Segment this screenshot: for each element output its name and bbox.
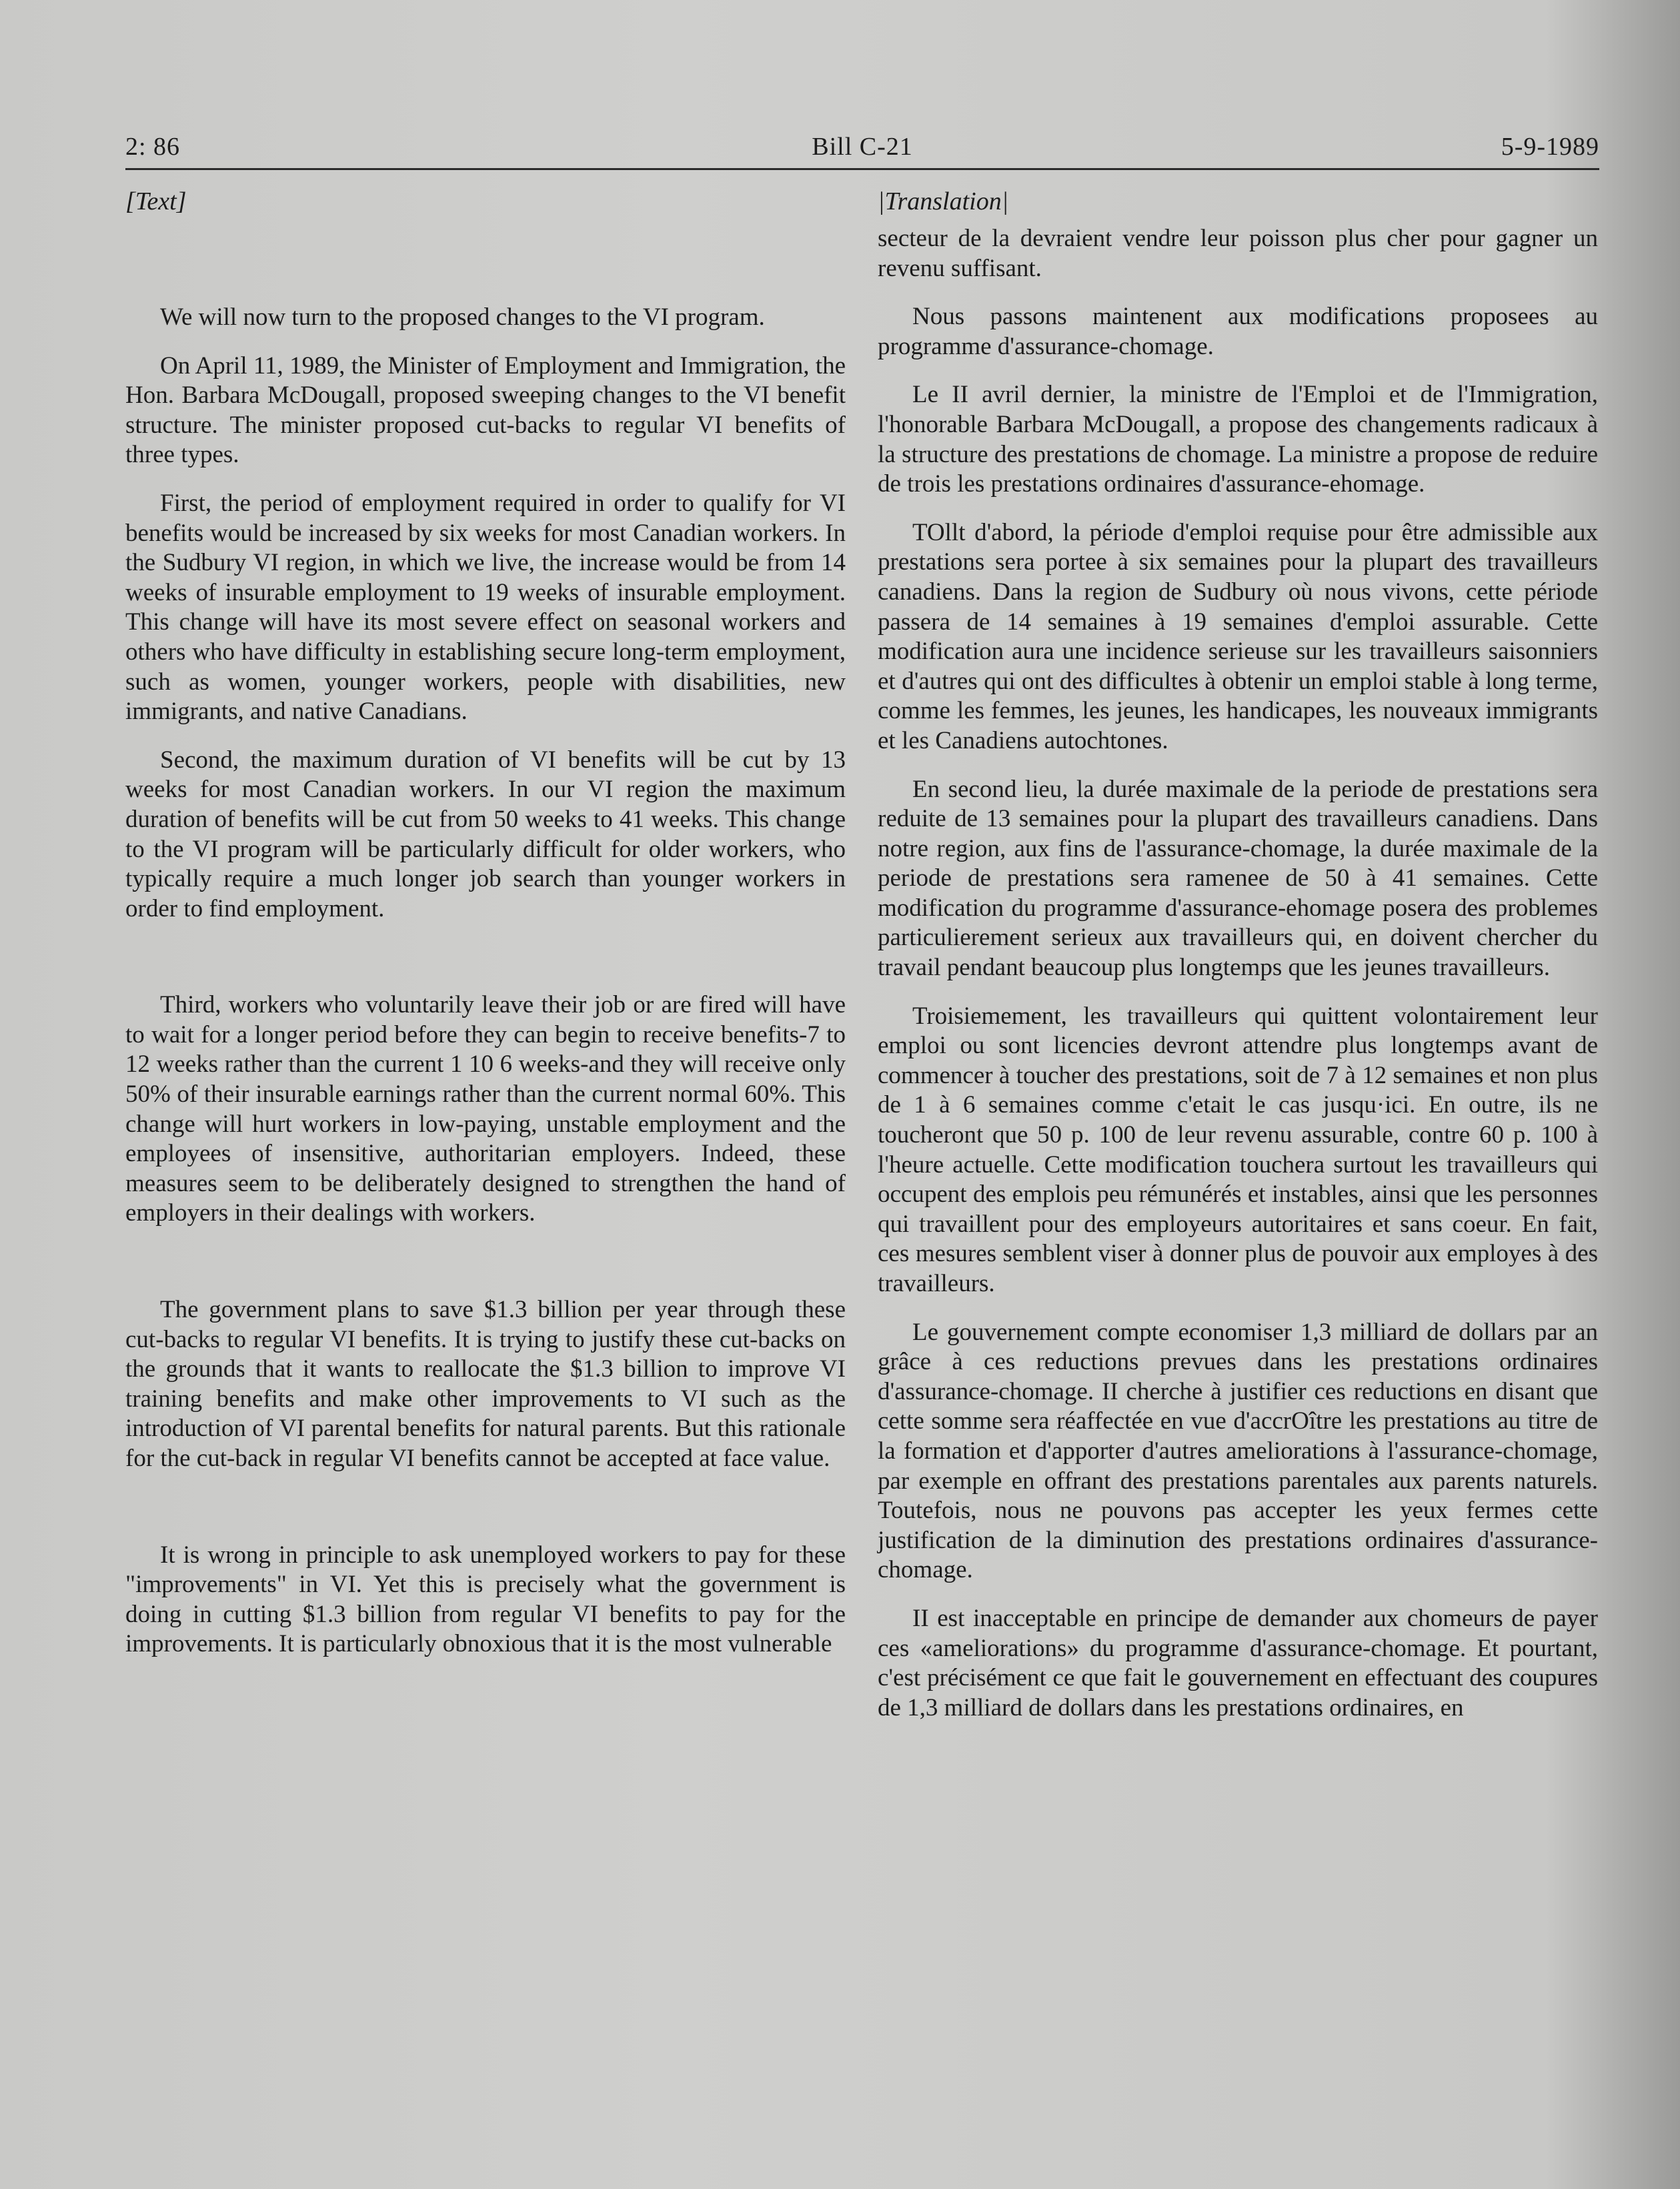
text-label: [Text] bbox=[125, 187, 187, 215]
paragraph: Le gouvernement compte economiser 1,3 milliard de dollars par an grâce à ces reductions prevues dans les prestations ordinaires d'assurance-chomage. II cherche à justifier ces reductions en disant que cette somme sera réaffectée en vue d'accrOître les prestations au titre de la formation et d'apporter d'autres ameliorations à l'assurance-chomage, par exemple en offrant des prestations parentales aux parents naturels. Toutefois, nous ne pouvons pas accepter les yeux fermes cette justification de la diminution des prestations ordinaires d'assurance-chomage. bbox=[878, 1318, 1598, 1584]
header-rule bbox=[125, 168, 1599, 170]
paragraph-gap bbox=[125, 942, 846, 990]
paragraph: We will now turn to the proposed changes to the VI program. bbox=[160, 303, 765, 331]
paragraph: secteur de la devraient vendre leur poisson plus cher pour gagner un revenu suffisant. bbox=[878, 225, 1598, 282]
paragraph-gap bbox=[125, 1493, 846, 1541]
page-date: 5-9-1989 bbox=[1501, 133, 1599, 161]
paragraph: On April 11, 1989, the Minister of Employment and Immigration, the Hon. Barbara McDougall, proposed sweeping changes to the VI benefit structure. The minister proposed cut-backs to regular VI benefits of three types. bbox=[125, 351, 846, 469]
bill-title: Bill C-21 bbox=[812, 133, 913, 161]
paragraph: Nous passons maintenent aux modifications proposees au programme d'assurance-chomage. bbox=[878, 303, 1598, 360]
paragraph-gap bbox=[125, 1247, 846, 1295]
paragraph: En second lieu, la durée maximale de la periode de prestations sera reduite de 13 semaines pour la plupart des travailleurs canadiens. Dans notre region, aux fins de l'assurance-chomage, la durée maximale de la periode de prestations sera ramenee de 50 à 41 semaines. Cette modification du programme d'assurance-ehomage posera des problemes particulierement serieux aux travailleurs qui, en doivent chercher du travail pendant beaucoup plus longtemps que les jeunes travailleurs. bbox=[878, 775, 1598, 982]
paragraph: The government plans to save $1.3 billion per year through these cut-backs to regular VI benefits. It is trying to justify these cut-backs on the grounds that it wants to reallocate the $1.3 billion to improve VI training benefits and make other improvements to VI such as the introduction of VI parental benefits for natural parents. But this rationale for the cut-back in regular VI benefits cannot be accepted at face value. bbox=[125, 1296, 846, 1472]
paragraph: First, the period of employment required in order to qualify for VI benefits would be increased by six weeks for most Canadian workers. In the Sudbury VI region, in which we live, the increase would be from 14 weeks of insurable employment to 19 weeks of insurable employment. This change will have its most severe effect on seasonal workers and others who have difficulty in establishing secure long-term employment, such as women, younger workers, people with disabilities, new immigrants, and native Canadians. bbox=[125, 489, 846, 726]
paragraph: II est inacceptable en principe de demander aux chomeurs de payer ces «ameliorations» du programme d'assurance-chomage. Et pourtant, c'est précisément ce que fait le gouvernement en effectuant des coupures de 1,3 milliard de dollars dans les prestations ordinaires, en bbox=[878, 1604, 1598, 1721]
french-column bbox=[878, 187, 1598, 1741]
translation-label: |Translation| bbox=[878, 187, 1009, 215]
english-column bbox=[125, 187, 846, 1678]
page-header bbox=[125, 132, 1599, 169]
page-number: 2: 86 bbox=[125, 133, 181, 161]
paragraph: Le II avril dernier, la ministre de l'Emploi et de l'Immigration, l'honorable Barbara McDougall, a propose des changements radicaux à la structure des prestations de chomage. La ministre a propose de reduire de trois les prestations ordinaires d'assurance-ehomage. bbox=[878, 381, 1598, 498]
paragraph: Troisiemement, les travailleurs qui quittent volontairement leur emploi ou sont licencies devront attendre plus longtemps avant de commencer à toucher des prestations, soit de 7 à 12 semaines et non plus de 1 à 6 semaines comme c'etait le cas jusqu·ici. En outre, ils ne toucheront que 50 p. 100 de leur revenu assurable, contre 60 p. 100 à l'heure actuelle. Cette modification touchera surtout les travailleurs qui occupent des emplois peu rémunérés et instables, ainsi que les personnes qui travaillent pour des employeurs autoritaires et sans coeur. En fait, ces mesures semblent viser à donner plus de pouvoir aux employes à des travailleurs. bbox=[878, 1002, 1598, 1297]
paragraph: TOllt d'abord, la période d'emploi requise pour être admissible aux prestations sera portee à six semaines pour la plupart des travailleurs canadiens. Dans la region de Sudbury où nous vivons, cette période passera de 14 semaines à 19 semaines d'emploi assurable. Cette modification aura une incidence serieuse sur les travailleurs saisonniers et d'autres qui ont des difficultes à obtenir un emploi stable à long terme, comme les femmes, les jeunes, les handicapes, les nouveaux immigrants et les Canadiens autochtones. bbox=[878, 518, 1598, 754]
paragraph: Second, the maximum duration of VI benefits will be cut by 13 weeks for most Canadian workers. In our VI region the maximum duration of benefits will be cut from 50 weeks to 41 weeks. This change to the VI program will be particularly difficult for older workers, who typically require a much longer job search than younger workers in order to find employment. bbox=[125, 746, 846, 922]
paragraph: It is wrong in principle to ask unemployed workers to pay for these "improvements" in VI. Yet this is precisely what the government is doing in cutting $1.3 billion from regular VI benefits to pay for the improvements. It is particularly obnoxious that it is the most vulnerable bbox=[125, 1541, 846, 1658]
paragraph: Third, workers who voluntarily leave their job or are fired will have to wait for a longer period before they can begin to receive benefits-7 to 12 weeks rather than the current 1 10 6 weeks-and they will receive only 50% of their insurable earnings rather than the current normal 60%. This change will hurt workers in low-paying, unstable employment and the employees of insensitive, authoritarian employers. Indeed, these measures seem to be deliberately designed to strengthen the hand of employers in their dealings with workers. bbox=[125, 991, 846, 1227]
